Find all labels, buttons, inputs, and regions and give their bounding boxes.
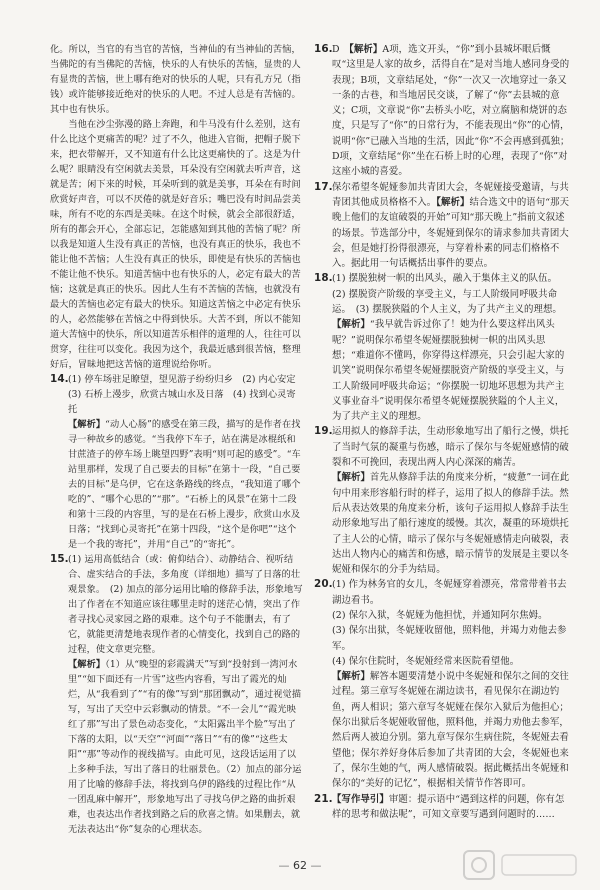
answer-17-analysis: 结合选文中的语句“那天晚上他们的友谊破裂的开始”可知“那天晚上”指前文叙述的场景。节选部分中，冬妮娅到保尔的请求参加共青团大会，但是她打扮得很漂亮，与穿着朴素的同志们格格不入。据此用一句话概括出事件的要点。 [332,196,570,270]
answer-20-point-1: (1) 作为林务官的女儿，冬妮娅穿着漂亮，常常带着书去湖边看书。 [332,579,567,606]
answer-18-points: (1) 摆脱独树一帜的出风头，融入于集体主义的队伍。 (2) 摆脱资产阶级的享受主义，与工人阶级同呼吸共命运。 (3) 摆脱狭隘的个人主义，为了共产主义的理想。 [332,273,562,316]
page-number-value: 62 [293,859,307,872]
answer-17-text: 保尔希望冬妮娅参加共青团大会，冬妮娅接受邀请，与共青团其他成员格格不入。 [332,181,569,208]
analysis-tag: 【 解析 】 [68,419,105,430]
analysis-tag: 【 解析 】 [68,659,105,670]
answer-19-text: 运用拟人的修辞手法，生动形象地写出了船行之慢，烘托了当时气氛的凝重与伤感，暗示了保尔与冬妮娅感情的破裂和不可挽回，表现出两人内心深深的痛苦。 [332,426,569,469]
answer-14-points: (1) 停车场驻足瞭望，望见游子纷纷归乡 (2) 内心安定 (3) 石桥上漫步，欣赏古城山水及日落 (4) 找到心灵寄托 [68,374,306,415]
watermark-logo-icon [462,845,582,885]
answer-20-point-4: (4) 保尔住院时，冬妮娅经常来医院看望他。 [332,655,520,667]
analysis-tag: 【 解析 】 [332,472,370,483]
right-column [314,42,570,822]
answer-14-analysis: “动人心肠”的感受在第三段，描写的是作者在找寻一种故乡的感觉。“当我停下车子，站在满是冰棍纸和甘蔗渣子的停车场上眺望四野”表明“则可起的感受”。“车站里那样，发现了自己要去的目标”在第十一段，“自己要去的目标”是乌伊，它在这条路线的终点，“我知道了哪个吃的”、“哪个心思的”“那”。“石桥上的风景”在第十二段和第十三段的内容里，写的是在石桥上漫步，欣赏山水及日落；“找到心灵寄托”在第十四段，“这个是你吧”“这个是一个我的寄托”，并用“自己”的“寄托”。 [68,419,301,550]
analysis-tag: 【 解析 】 [349,44,382,55]
translation-paragraph-2: 当他在沙尘弥漫的路上奔跑，和牛马没有什么差别，这有什么比这个更痛苦的呢？过了不久，他进入官衙，把帽子脱下来，把衣带解开，又不知道有什么比这更痛快的了。这是为什么呢？眼睛没有空闲就去美景，耳朵没有空闲就去听声音，这就是苦；闲下来的时候，耳朵听到的就是美事，耳朵在有时间欣赏好声音，可以不厌倦的就是好音乐；嘴巴没有时间品尝美味，所有不吃的东西是美味。在这个时候，就会全部很舒适，所有的都会开心，全部忘记，怎能感知到其他的苦恼了呢？所以我是知道人生没有真正的苦恼，也没有真正的快乐，我也不能让他不苦恼；人生没有真正的快乐，即使是有快乐的苦恼也不能让他不快乐。知道苦恼中也有快乐的人，必定有最大的苦恼；这就是真正的快乐。因此人生有不苦恼的苦恼，也就没有最大的苦恼也必定有最大的快乐。知道这苦恼之中必定有快乐的人，必然能够在苦恼之中得到快乐。大苦不到，所以不能知道大苦恼中的快乐，所以知道苦乐相伴的道理的人，往往可以贯穿，往往可以变化。我因为这个，我最近感到很苦恼，整理好后，冒昧地把这苦恼的道理说给你听。 [50,119,301,370]
answer-number: 21. [314,792,333,805]
analysis-tag: 【 解析 】 [332,319,370,330]
answer-20-point-2: (2) 保尔入狱，冬妮娅为他担忧，并通知阿尔焦姆。 [332,609,548,621]
answer-15 [50,552,304,837]
answer-number: 14. [50,373,69,385]
answer-number: 17. [314,180,333,193]
translation-paragraph-1: 化。所以，当官的有当官的苦恼，当神仙的有当神仙的苦恼，当佛陀的有当佛陀的苦恼，快乐的人有快乐的苦恼，显贵的人有显贵的苦恼，世上哪有绝对的快乐的人呢，只有孔方兄（指钱）或许能够接近绝对的快乐的人吧。不过人总是有苦恼的。其中也有快乐。 [50,44,301,115]
answer-19-analysis: 首先从修辞手法的角度来分析，“疲惫”一词在此句中用来形容船行时的样子，运用了拟人的修辞手法。然后从表达效果的角度来分析，该句子运用拟人修辞手法生动形象地写出了船行速度的缓慢。其次，凝重的环境烘托了主人公的心情，暗示了保尔与冬妮娅感情走向破裂，表达出人物内心的痛苦和伤感，暗示情节的发展是主要以冬妮娅和保尔的分手为结局。 [332,472,570,576]
answer-21-guide: 审题：提示语中“遇到这样的问题，你有怎样的思考和做法呢”，可知文章要写遇到问题时的…… [332,793,565,820]
answer-number: 15. [50,553,69,565]
answer-16-choice: D [332,44,340,55]
answer-19 [314,424,570,577]
answer-20-analysis: 解答本题要清楚小说中冬妮娅和保尔之间的交往过程。第三章写冬妮娅在湖边读书，看见保尔在湖边钓鱼，两人相识；第六章写冬妮娅在保尔入狱后为他担心；保尔出狱后冬妮娅收留他，照料他，并竭力劝他去参军，然后两人被迫分别。第九章写保尔生病住院，冬妮娅去看望他；保尔养好身体后参加了共青团的大会，冬妮娅也来了，保尔生她的气，两人感情破裂。据此概括出冬妮娅和保尔的“美好的记忆”，根据相关情节作答即可。 [332,671,569,790]
answer-15-analysis: （1）从“晚望的彩霞满天”写到“投射到一湾河水里”“如下面还有一片雪”这些内容看，写出了霞光的灿烂，从“我看到了”“有的像”写到“那团飘动”，通过视觉描写，写出了天空中云彩飘动的情景。“不一会儿”“霞光映红了那”写出了景色动态变化，“太阳露出半个脸”写出了下落的太阳，以“天空”“河面”“落日”“有的像”“这些太阳”“那”等动作的视线描写。由此可见，这段话运用了以上多种手法，写出了落日的壮丽景色。（2）加点的部分运用了比喻的修辞手法，将找到乌伊的路线的过程比作“从一团乱麻中解开”，形象地写出了寻找乌伊之路的曲折艰难，也表达出作者找到路之后的欣喜之情。如果删去，就无法表达出“你”复杂的心理状态。 [68,659,302,835]
answer-number: 19. [314,425,333,438]
answer-18 [314,271,570,424]
analysis-tag: 【 解析 】 [332,671,370,682]
answer-number: 16. [314,43,333,55]
answer-17 [314,180,570,272]
answer-16-analysis: A项，选文开头，“你”到小县城坏眼后慨叹“这里是人家的故乡，活得自在”是对当地人感同身受的表现；B项，文章结尾处，“你”一次又一次地穿过一条又一条的古巷，和当地居民交谈，了解了“你”去县城的意义；C项，文章说“你”去桥头小吃，对立腐脑和烧饼的态度，只是写了“你”的日常行为，不能表现出“你”的心情，说明“你”已融入当地的生活，因此“你”不会再感到孤独；D项，文章结尾“你”坐在石桥上时的心理，表现了“你”对这座小城的喜爱。 [332,44,570,178]
answer-number: 20. [314,578,333,591]
answer-20 [314,577,570,791]
answer-21 [314,792,570,823]
page-number: — 62 — [278,859,322,872]
answer-15-points: (1) 运用高低结合（或：俯仰结合）、动静结合、视听结合、虚实结合的手法，多角度（详细地）描写了日落的壮观景象。 (2) 加点的部分运用比喻的修辞手法，形象地写出了作者在不知道应该往哪里走时的迷茫心情，突出了作者寻找心灵家园之路的艰难。这个句子不能删去，有了它，就能更清楚地表现作者的心情变化，找到自己的路的过程，使文章更完整。 [68,554,303,655]
answer-18-analysis: “我早就告诉过你了！她为什么要这样出风头呢？”说明保尔希望冬妮娅摆脱独树一帜的出风头思想；“难道你不懂吗，你穿得这样漂亮，只会引起大家的讥笑”说明保尔希望冬妮娅摆脱资产阶级的享受主义，与工人阶级同呼吸共命运；“你摆脱一切地坏思想为共产主义事业奋斗”说明保尔希望冬妮娅摆脱狭隘的个人主义，为了共产主义的理想。 [332,319,565,423]
answer-number: 18. [314,272,333,285]
left-column [50,42,304,837]
analysis-tag: 【 解析 】 [436,197,469,208]
answer-14 [50,372,304,552]
answer-20-point-3: (3) 保尔出狱，冬妮娅收留他，照料他，并竭力劝他去参军。 [332,625,567,652]
writing-guide-tag: 【 写作导引 】 [332,794,389,805]
answer-16 [314,42,570,180]
